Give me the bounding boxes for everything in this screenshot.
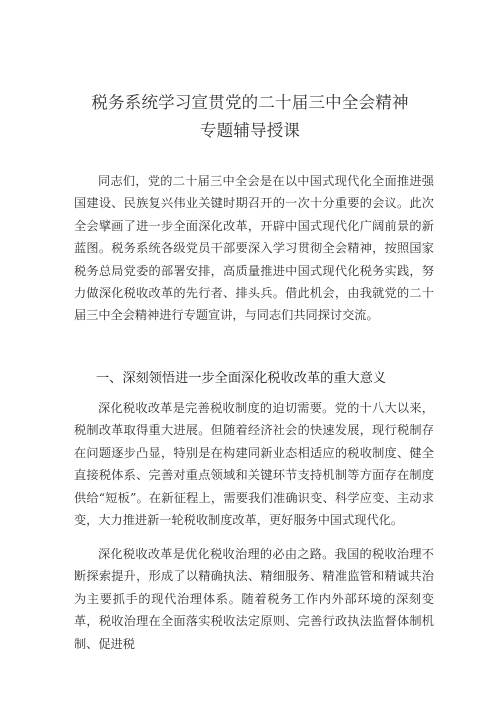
section-1-heading: 一、深刻领悟进一步全面深化税收改革的重大意义 — [96, 371, 387, 386]
intro-paragraph: 同志们，党的二十届三中全会是在以中国式现代化全面推进强国建设、民族复兴伟业关键时期召开的一次十分重要的会议。此次全会擘画了进一步全面深化改革，开辟中国式现代化广阔前景的新蓝图。税务系统各级党员干部要深入学习贯彻全会精神，按照国家税务总局党委的部署安排，高质量推进中国式现代化税务实践，努力做深化税收改革的先行者、排头兵。借此机会，由我就党的二十届三中全会精神进行专题宣讲，与同志们共同探讨交流。 — [74, 174, 434, 323]
section-1-paragraph-2: 深化税收改革是优化税收治理的必由之路。我国的税收治理不断探索提升，形成了以精确执法、精细服务、精准监管和精诚共治为主要抓手的现代治理体系。随着税务工作内外部环境的深刻变革，税收治理在全面落实税收法定原则、完善行政执法监督体制机制、促进税 — [74, 547, 434, 651]
document-title-line-1: 税务系统学习宣贯党的二十届三中全会精神 — [91, 93, 409, 112]
document-title-line-2: 专题辅导授课 — [199, 121, 301, 140]
section-1-paragraph-1: 深化税收改革是完善税收制度的迫切需要。党的十八大以来，税制改革取得重大进展。但随着经济社会的快速发展，现行税制存在问题逐步凸显，特别是在构建同新业态相适应的税收制度、健全直接税体系、完善对重点领域和关键环节支持机制等方面存在制度供给“短板”。在新征程上，需要我们准确识变、科学应变、主动求变，大力推进新一轮税收制度改革，更好服务中国式现代化。 — [74, 401, 434, 528]
